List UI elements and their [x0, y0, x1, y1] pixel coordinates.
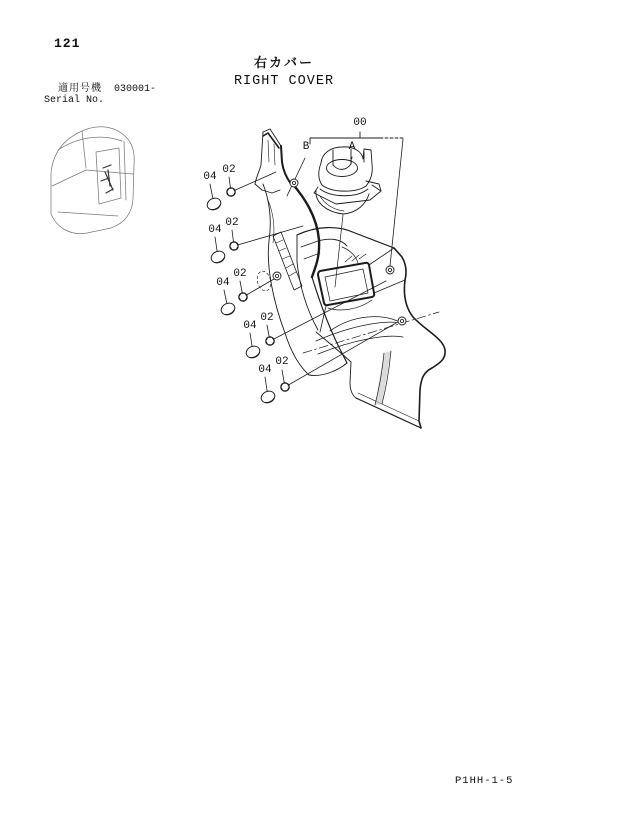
callout-plug-label: 04 — [243, 320, 257, 332]
hex-bolt-icon — [281, 383, 290, 392]
callout-plug-label: 04 — [208, 224, 222, 236]
callout-bolt-label: 02 — [233, 268, 247, 280]
callout-plug-label: 04 — [203, 171, 217, 183]
serial-number-block — [44, 84, 156, 106]
cap-plug-icon — [259, 389, 276, 405]
cap-plug-icon — [244, 344, 261, 360]
callout-1-lines — [210, 172, 276, 204]
machine-cab-sketch-icon — [51, 127, 134, 234]
cap-plug-icon — [209, 249, 226, 265]
callout-2-lines — [215, 226, 303, 257]
callout-bolt-label: 02 — [260, 312, 274, 324]
serial-label-english: Serial No. — [44, 95, 105, 106]
callout-plug-label: 04 — [216, 277, 230, 289]
title-block — [178, 52, 390, 89]
page-title-english: RIGHT COVER — [233, 74, 335, 89]
callout-bolt-label: 02 — [275, 356, 289, 368]
page-number: 121 — [54, 36, 81, 51]
view-label-b: B — [302, 141, 310, 153]
page-title-japanese: 右カバー — [253, 56, 314, 71]
hex-bolt-icon — [227, 188, 236, 197]
callout-bolt-label: 02 — [222, 164, 236, 176]
document-code: P1HH-1-5 — [455, 775, 514, 787]
cap-plug-icon — [219, 301, 236, 317]
callout-bolt-label: 02 — [225, 217, 239, 229]
view-label-a: A — [348, 141, 356, 153]
callout-plug-label: 04 — [258, 364, 272, 376]
serial-value: 030001- — [114, 84, 157, 95]
cap-plug-icon — [205, 196, 222, 212]
serial-label-japanese: 適用号機 — [58, 84, 102, 95]
hex-bolt-icon — [230, 242, 239, 251]
hex-bolt-icon — [239, 293, 248, 302]
hex-bolt-icon — [266, 337, 275, 346]
right-cover-drawing — [297, 228, 445, 428]
assembly-callout-00: 00 — [353, 117, 367, 129]
